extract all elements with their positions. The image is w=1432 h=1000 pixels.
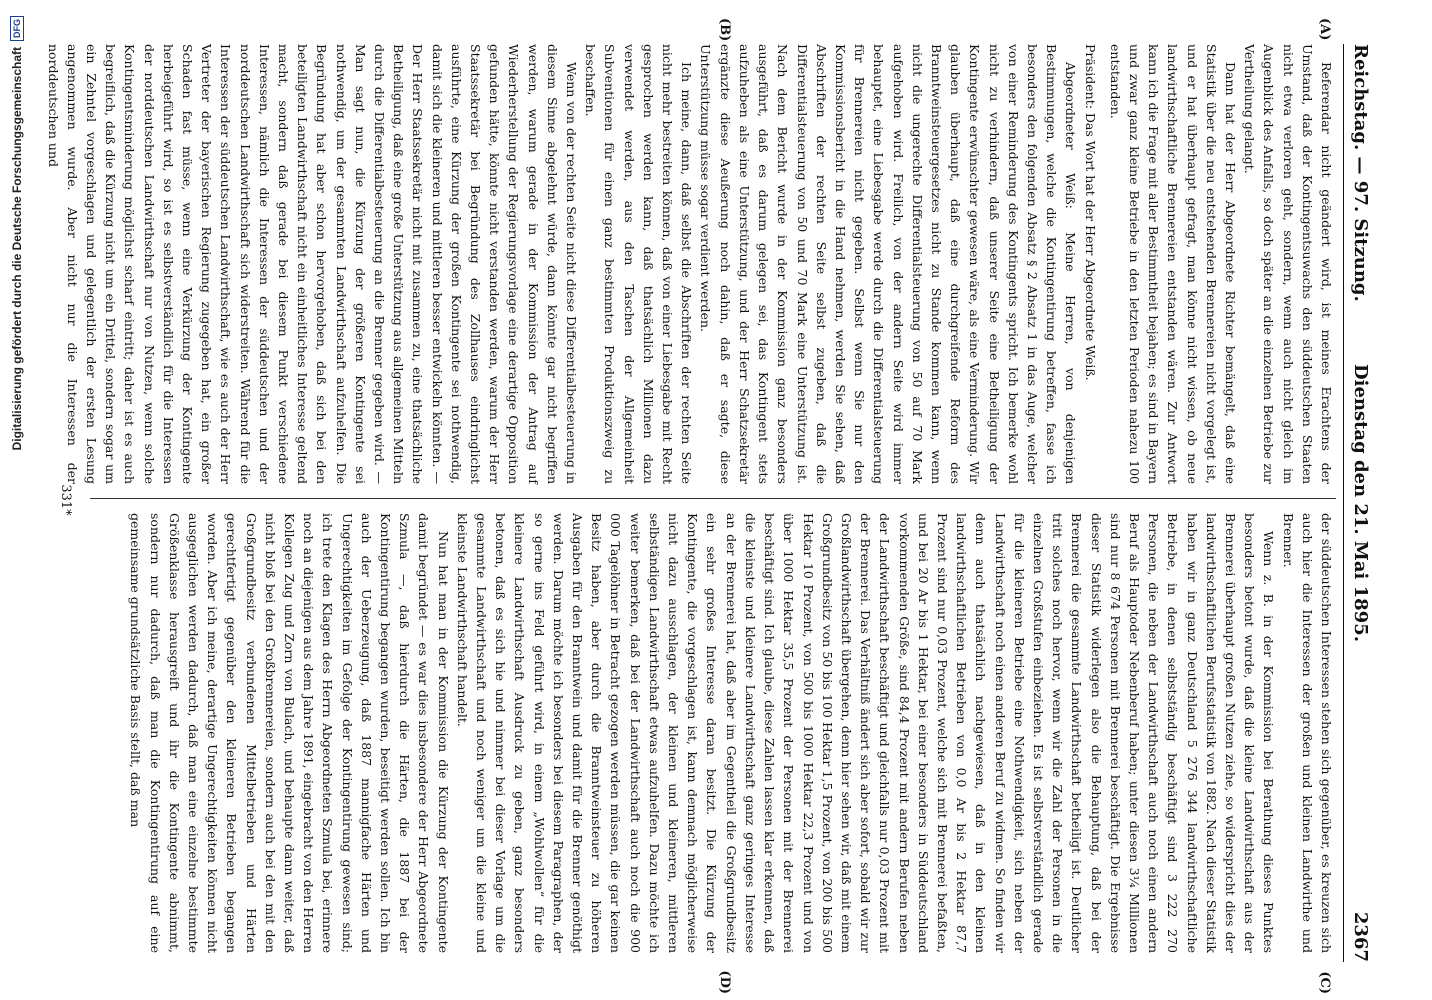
margin-marker-b: (B): [717, 18, 732, 42]
paragraph: Abgeordneter Weiß: Meine Herren, von denjenigen Bestimmungen, welche die Kontingentirung betreffen, fasse ich besonders den folgenden Absatz § 2 Absatz 1 in das Auge, welcher von einer Reminderung des Kontingents spricht. Ich bemerke wohl nicht zu verhindern, daß unserer Seite eine Betheiligung der Kontingente erwünschter gewesen wäre, als eine Verminderung. Wir glauben überhaupt, daß eine durchgreifende Reform des Branntweinsteuergesetzes nicht zu Stande kommen kann, wenn nicht die ungerechte Differentialsteuerung von 50 auf 70 Mark aufgehoben wird. Freilich, von der andern Seite wird immer behauptet, eine Liebesgabe werde durch die Differentialsteuerung für Brennereien nicht gegeben. Selbst wenn Sie nur den Kommissionsbericht in die Hand nehmen, werden Sie sehen, daß Abschriften der rechten Seite selbst zugeben, daß die Differentialsteuerung von 50 und 70 Mark eine Unterstützung ist. Nach dem Bericht wurde in der Kommission ganz besonders ausgeführt, daß es darum gelegen sei, das Kontingent stets aufzuheben als eine Unterstützung, und der Herr Schatzsekretär ergänzte diese Aeußerung noch dahin, daß er sagte, diese Unterstützung müsse sogar verdient werden.: [698, 44, 1079, 484]
margin-marker-c: (C): [1317, 971, 1332, 994]
paragraph: Ich meine, dann, daß selbst die Abschriften der rechten Seite nicht mehr bestreiten können, daß von einer Liebesgabe mit Recht gesprochen werden kann, daß thatsächlich Millionen dazu verwendet werden, aus den Taschen der Allgemeinheit Subventionen für einen ganz bestimmten Produktionszweig zu beschaffen.: [583, 44, 695, 484]
speaker-heading: Präsident: Das Wort hat der Herr Abgeordnete Weiß.: [1082, 44, 1098, 381]
page-header: [1348, 44, 1374, 962]
credit-text: Digitalisierung gefördert durch die Deutsche Forschungsgemeinschaft: [10, 47, 24, 451]
right-column: [120, 513, 1336, 953]
header-date: Dienstag den 21. Mai 1895.: [1350, 364, 1372, 642]
paragraph: Wenn z. B. in der Kommission bei Berathung dieses Punktes besonders betont wurde, daß die kleine Landwirthschaft aus der Brennerei überhaupt großen Nutzen ziehe, so widerspricht dies der landwirthschaftlichen Berufsstatistik von 1882. Nach dieser Statistik haben wir in ganz Deutschland 5 276 344 landwirthschaftliche Betriebe, in denen selbstständig beschäftigt sind 3 222 270 Personen, die neben der Landwirthschaft auch noch einen andern Beruf als Hauptoder Nebenberuf haben; unter diesen 3¼ Millionen sind nur 8 674 Personen mit Brennerei beschäftigt. Die Ergebnisse dieser Statistik widerlegen also die Behauptung, daß bei der Brennerei die gesammte Landwirthschaft betheiligt ist. Deutlicher tritt solches noch hervor, wenn wir die Zahl der Personen in die einzelnen Großstufen einbeziehen. Es ist selbstverständlich gerade für die kleineren Betriebe eine Nothwendigkeit, sich neben der Landwirthschaft noch einen anderen Beruf zu widmen. So finden wir denn auch thatsächlich nachgewiesen, daß in den kleinen landwirthschaftlichen Betrieben von 0,0 Ar bis 2 Hektar 87,7 Prozent sind nur 0,03 Prozent, welche sich mit Brennerei befaßten, und bei 20 Ar bis 1 Hektar, bei einer besonders in Süddeutschland vorkommenden Größe, sind 84,4 Prozent mit andern Berufen neben der Landwirthschaft beschäftigt und gleichfalls nur 0,03 Prozent mit der Brennerei. Das Verhältniß ändert sich aber sofort, sobald wir zur Großlandwirthschaft übergehen, denn hier sehen wir, daß mit einem Großgrundbesitz von 50 bis 100 Hektar 1,5 Prozent, von 200 bis 500 Hektar 10 Prozent, von 500 bis 1000 Hektar 22,3 Prozent und von über 1000 Hektar 35,5 Prozent der Personen mit der Brennerei beschäftigt sind. Ich glaube, diese Zahlen lassen klar erkennen, daß die kleinste und kleinere Landwirthschaft ganz geringes Interesse an der Brennerei hat, daß aber im Gegentheil die Großgrundbesitz ein sehr großes Interesse daran besitzt. Die Kürzung der Kontingente, die vorgeschlagen ist, kann demnach möglicherweise nicht dazu ausschlagen, der kleinen und kleineren, mittleren selbständigen Landwirthschaft etwas aufzuhelfen. Dazu möchte ich weiter bemerken, daß bei der Landwirthschaft auch noch die 900 000 Tagelöhner in Betracht gezogen werden müssen, die gar keinen Besitz haben, aber durch die Branntweinsteuer zu höheren Ausgaben für den Branntwein und damit für die Brenner genöthigt werden. Darum möchte ich besonders bei diesem Paragraphen, der so gerne ins Feld geführt wird, in einem „Wohlwollen“ für die kleinere Landwirthschaft Ausdruck zu geben, ganz besonders betonen, daß es sich hie und nimmer bei dieser Vorlage um die gesammte Landwirthschaft und noch weniger um die kleine und kleinste Landwirthschaft handelt.: [454, 513, 1277, 953]
paragraph: Referendar nicht geändert wird, ist meines Erachtens der Umstand, daß der Kontingentsuwachs den süddeutschen Staaten nicht etwa verloren geht, sondern, wenn auch nicht gleich im Augenblick des Anfalls, so doch später an die einzelnen Betriebe zur Vertheilung gelangt.: [1242, 44, 1334, 484]
header-left: Reichstag. — 97. Sitzung.: [1350, 44, 1372, 302]
page-number: 2367: [1350, 911, 1372, 962]
paragraph: Dann hat der Herr Abgeordnete Richter bemängelt, daß eine Statistik über die neu entstehenden Brennereien nicht vorgelegt ist, und er hat überhaupt gefragt, man könne nicht wissen, ob neue landwirthschaftliche Brennereien entstanden wären. Zur Antwort kann ich die Frage mit aller Bestimmtheit bejahen; es sind in Bayern und zwar ganz kleine Betriebe in den letzten Perioden nahezu 100 entstanden.: [1107, 44, 1238, 484]
header-rule: [1343, 44, 1344, 962]
page-signature: 331*: [58, 484, 73, 516]
paragraph: Wenn von der rechten Seite nicht diese Differentialbesteuerung in diesem Sinne abgelehnt würde, dann könnte gar nicht begriffen werden, warum gerade in der Kommission der Antrag auf Wiederherstellung der Regierungsvorlage eine derartige Opposition gefunden hätte, könnte nicht verstanden werden, warum der Herr Staatssekretär bei Begründung des Zollhauses eindringlichst ausführte, eine Kürzung der großen Kontingente sei nothwendig, damit sich die kleineren und mittleren besser entwickeln könnten. — Der Herr Staatssekretär nicht mit zusammen zu, eine thatsächliche Betheiligung, daß eine große Unterstützung aus allgemeinen Mitteln durch die Differentialbesteuerung an die Brenner gegeben wird. — Man sagt nun, die Kürzung der größeren Kontingente sei nothwendig, um der gesammten Landwirthschaft aufzuhelfen. Die Begründung hat aber schon hervorgehoben, daß sich bei den beteiligten Landwirthschaft nicht ein einheitliches Interesse geltend macht, sondern daß gerade bei diesem Punkt verschiedene Interessen, nämlich die Interessen der süddeutschen und der norddeutschen Landwirthschaft sich widerstreiten. Während für die Interessen der süddeutschen Landwirthschaft, wie es auch der Herr Vertreter der bayerischen Regierung zugegeben hat, ein großer Schaden fast müsse, wenn eine Verkürzung der Kontingente herbeigeführt wird, so ist es selbstverständlich für die Interessen der norddeutschen Landwirthschaft nur von Nutzen, wenn solche Kontingentsminderung möglichst scharf eintritt; daher ist es auch begreiflich, daß die Kürzung nicht um ein Drittel, sondern sogar um ein Zehntel vorgeschlagen und gelegentlich der ersten Lesung angenommen wurde. Aber nicht nur die Interessen der norddeutschen und: [45, 44, 580, 484]
column-divider: [90, 498, 1336, 499]
paragraph: Nun hat man in der Kommission die Kürzung der Kontingente damit begründet — es war dies insbesondere der Herr Abgeordnete Szmula —, daß hierdurch die Härten, die 1887 bei der Kontingentirung begangen wurden, beseitigt werden sollen. Ich bin auch der Ueberzeugung, daß 1887 mannigfache Härten und Ungerechtigkeiten im Gefolge der Kontingentirung gewesen sind; ich trete den Klagen des Herrn Abgeordneten Szmula bei, erinnere noch an diejenigen aus dem Jahre 1891, eingebracht von den Herren Kollegen Zug und Zorn von Bulach, und behaupte dann weiter, daß nicht bloß bei den Großbrennereien, sondern auch bei den mit den Großgrundbesitz verbundenen Mittelbetrieben und Härten gerechtfertigt gegenüber den kleineren Betrieben begangen worden. Aber ich meine, derartige Ungerechtigkeiten können nicht ausgeglichen werden dadurch, daß man eine einzelne bestimmte Größenklasse herausgreift und ihr die Kontingente abnimmt, sondern nur dadurch, daß man die Kontingentirung auf eine gemeinsame grundsätzliche Basis stellt, daß man: [128, 513, 451, 953]
digitization-credit: [6, 4, 32, 994]
margin-marker-d: (D): [717, 970, 732, 994]
paragraph: der süddeutschen Interessen stehen sich gegenüber, es kreuzen sich auch hier die Interessen der großen und kleinen Landwirthe und Brenner.: [1280, 513, 1334, 953]
left-column: [45, 44, 1336, 484]
dfg-logo-icon: DFG: [10, 16, 24, 41]
margin-marker-a: (A): [1317, 18, 1332, 41]
